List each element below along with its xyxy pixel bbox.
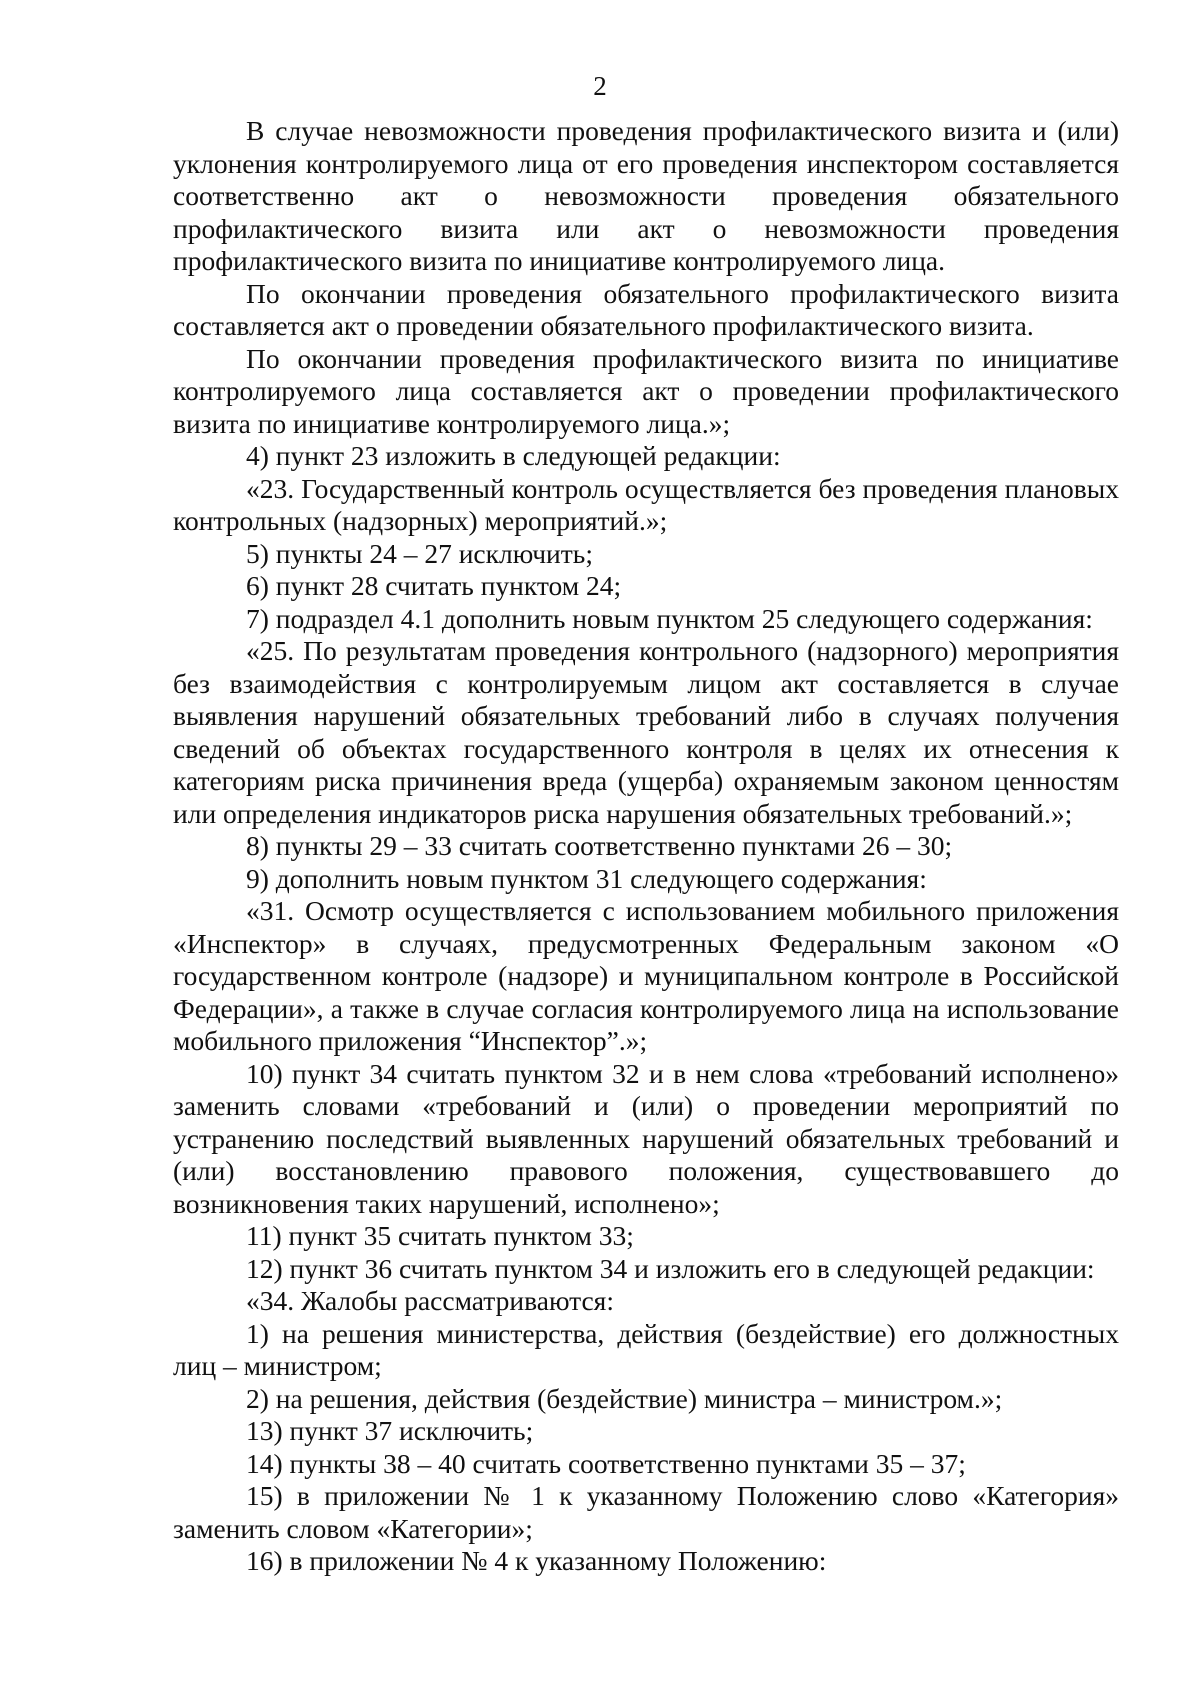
paragraph-item-7: 7) подраздел 4.1 дополнить новым пунктом 25 следующего содержания: xyxy=(246,602,1093,634)
paragraph-clause-34: «34. Жалобы рассматриваются: xyxy=(246,1285,614,1316)
paragraph-item-12: 12) пункт 36 считать пунктом 34 и изложить его в следующей редакции: xyxy=(246,1252,1095,1284)
paragraph-mandatory-visit-act: По окончании проведения обязательного профилактического визита составляется акт о проведении обязательного профилактического визита. xyxy=(173,277,1119,341)
paragraph-impossibility-act: В случае невозможности проведения профилактического визита и (или) уклонения контролируемого лица от его проведения инспектором составляется соответственно акт о невозможности проведения обязательного профилактического визита или акт о невозможности проведения профилактического визита по инициативе контролируемого лица. xyxy=(173,115,1119,276)
paragraph-item-5: 5) пункты 24 – 27 исключить; xyxy=(246,537,593,569)
paragraph-item-8: 8) пункты 29 – 33 считать соответственно пунктами 26 – 30; xyxy=(246,830,953,861)
paragraph-clause-23: «23. Государственный контроль осуществляется без проведения плановых контрольных (надзорных) мероприятий.»; xyxy=(173,472,1119,536)
paragraph-item-14: 14) пункты 38 – 40 считать соответственно пунктами 35 – 37; xyxy=(246,1447,966,1479)
paragraph-clause-34-item-2: 2) на решения, действия (бездействие) министра – министром.»; xyxy=(246,1382,1003,1414)
paragraph-clause-34-item-1: 1) на решения министерства, действия (бездействие) его должностных лиц – министром; xyxy=(173,1317,1119,1381)
paragraph-item-9: 9) дополнить новым пунктом 31 следующего содержания: xyxy=(246,862,927,894)
paragraph-clause-25: «25. По результатам проведения контрольного (надзорного) мероприятия без взаимодействия с контролируемым лицом акт составляется в случае выявления нарушений обязательных требований либо в случаях получения сведений об объектах государственного контроля в целях их отнесения к категориям риска причинения вреда (ущерба) охраняемым законом ценностям или определения индикаторов риска нарушения обязательных требований.»; xyxy=(173,635,1119,829)
page-number: 2 xyxy=(593,71,607,101)
paragraph-item-13: 13) пункт 37 исключить; xyxy=(246,1415,534,1446)
paragraph-initiative-visit-act: По окончании проведения профилактического визита по инициативе контролируемого лица составляется акт о проведении профилактического визита по инициативе контролируемого лица.»; xyxy=(173,342,1119,439)
paragraph-item-6: 6) пункт 28 считать пунктом 24; xyxy=(246,570,622,601)
paragraph-item-10: 10) пункт 34 считать пунктом 32 и в нем слова «требований исполнено» заменить словами «требований и (или) о проведении мероприятий по устранению последствий выявленных нарушений обязательных требований и (или) восстановлению правового положения, существовавшего до возникновения таких нарушений, исполнено»; xyxy=(173,1057,1119,1219)
paragraph-item-15: 15) в приложении № 1 к указанному Положению слово «Категория» заменить словом «Категории»; xyxy=(173,1480,1119,1544)
paragraph-item-4: 4) пункт 23 изложить в следующей редакции: xyxy=(246,440,781,471)
paragraph-item-11: 11) пункт 35 считать пунктом 33; xyxy=(246,1220,634,1251)
paragraph-clause-31: «31. Осмотр осуществляется с использованием мобильного приложения «Инспектор» в случаях, предусмотренных Федеральным законом «О государственном контроле (надзоре) и муниципальном контроле в Российской Федерации», а также в случае согласия контролируемого лица на использование мобильного приложения “Инспектор”.»; xyxy=(173,895,1119,1056)
paragraph-item-16: 16) в приложении № 4 к указанному Положению: xyxy=(246,1545,827,1576)
document-body xyxy=(173,115,1119,1578)
